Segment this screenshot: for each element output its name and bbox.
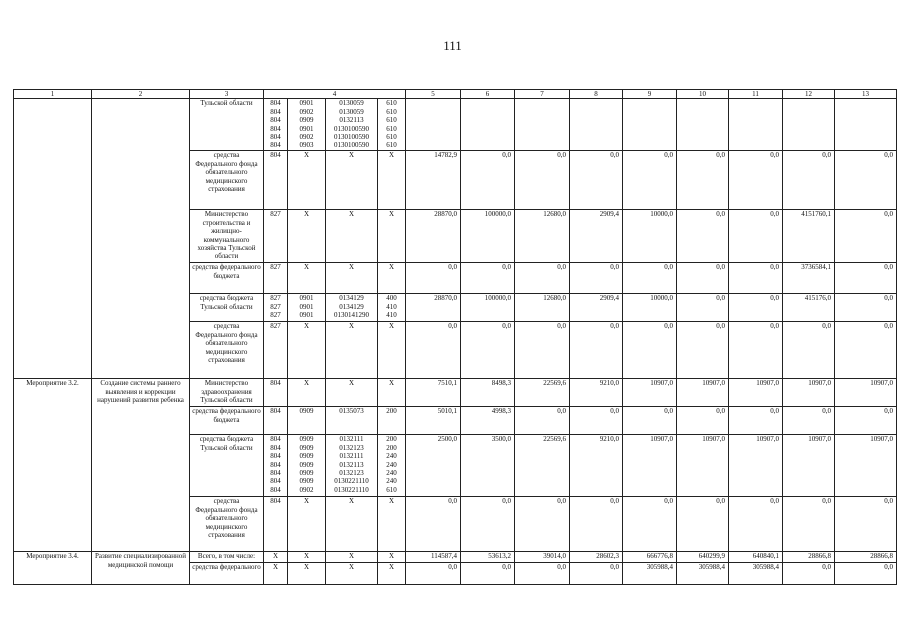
csr-code: X xyxy=(348,552,355,561)
grbs-code-cell xyxy=(264,263,288,294)
amount-cell-col-10: 0,0 xyxy=(677,407,729,435)
csr-code: 0130059 xyxy=(339,107,364,116)
amount-cell-col-10: 640299,9 xyxy=(677,552,729,563)
header-cell: 9 xyxy=(623,90,677,99)
grbs-code-cell xyxy=(264,435,288,497)
grbs-code: 827 xyxy=(270,302,281,311)
amount-cell-col-11: 640840,1 xyxy=(729,552,783,563)
amount-cell-col-11 xyxy=(729,99,783,151)
amount-cell-col-11: 305988,4 xyxy=(729,563,783,585)
rz-code: 0909 xyxy=(299,460,314,469)
grbs-code-cell xyxy=(264,151,288,210)
vr-code: 410 xyxy=(386,311,397,320)
funding-source-cell: средства федерального бюджета xyxy=(190,407,264,435)
amount-cell-col-12: 0,0 xyxy=(783,151,835,210)
amount-cell-col-9: 10000,0 xyxy=(623,210,677,263)
vr-code: X xyxy=(388,210,395,219)
measure-cell: Мероприятие 3.4. xyxy=(14,552,92,585)
amount-cell-col-8: 2909,4 xyxy=(570,210,623,263)
grbs-code-cell xyxy=(264,497,288,552)
grbs-code: 804 xyxy=(270,141,281,150)
csr-code: 0130100590 xyxy=(334,124,369,133)
funding-source-cell: Всего, в том числе: xyxy=(190,552,264,563)
amount-cell-col-8: 0,0 xyxy=(570,151,623,210)
vr-code: 240 xyxy=(386,469,397,478)
grbs-code: 804 xyxy=(270,124,281,133)
rz-code: 0901 xyxy=(299,99,314,108)
rz-code: X xyxy=(303,210,310,219)
amount-cell-col-10: 10907,0 xyxy=(677,379,729,407)
csr-code: 0130059 xyxy=(339,99,364,108)
amount-cell-col-13: 0,0 xyxy=(835,563,897,585)
csr-code-cell xyxy=(326,435,378,497)
amount-cell-col-10: 0,0 xyxy=(677,210,729,263)
grbs-code: 827 xyxy=(270,311,281,320)
amount-cell-col-6: 100000,0 xyxy=(461,210,515,263)
amount-cell-col-7: 22569,6 xyxy=(515,435,570,497)
csr-code-cell xyxy=(326,263,378,294)
amount-cell-col-5: 0,0 xyxy=(406,263,461,294)
rz-code: 0902 xyxy=(299,133,314,142)
grbs-code: 804 xyxy=(270,99,281,108)
funding-source-cell: Министерство здравоохранения Тульской области xyxy=(190,379,264,407)
grbs-code: 804 xyxy=(270,452,281,461)
vr-code: 240 xyxy=(386,452,397,461)
header-cell: 4 xyxy=(264,90,406,99)
grbs-code: 804 xyxy=(270,443,281,452)
amount-cell-col-10 xyxy=(677,99,729,151)
grbs-code-cell xyxy=(264,322,288,379)
header-cell: 6 xyxy=(461,90,515,99)
amount-cell-col-13: 0,0 xyxy=(835,407,897,435)
funding-source-cell: Тульской области xyxy=(190,99,264,151)
amount-cell-col-8: 0,0 xyxy=(570,497,623,552)
amount-cell-col-12: 0,0 xyxy=(783,563,835,585)
amount-cell-col-6: 53613,2 xyxy=(461,552,515,563)
vr-code: 200 xyxy=(386,407,397,416)
amount-cell-col-12: 10907,0 xyxy=(783,435,835,497)
rz-code: 0909 xyxy=(299,452,314,461)
header-row xyxy=(14,90,897,99)
amount-cell-col-12 xyxy=(783,99,835,151)
amount-cell-col-7: 0,0 xyxy=(515,263,570,294)
amount-cell-col-11: 0,0 xyxy=(729,263,783,294)
rz-code-cell xyxy=(288,322,326,379)
csr-code-cell xyxy=(326,210,378,263)
rz-code: X xyxy=(303,322,310,331)
funding-source-cell: средства Федерального фонда обязательного медицинского страхования xyxy=(190,322,264,379)
grbs-code-cell xyxy=(264,563,288,585)
vr-code-cell xyxy=(378,322,406,379)
funding-source-cell: средства бюджета Тульской области xyxy=(190,294,264,322)
csr-code: 0132111 xyxy=(339,435,364,444)
amount-cell-col-12: 0,0 xyxy=(783,497,835,552)
grbs-code: X xyxy=(272,563,279,572)
amount-cell-col-7: 0,0 xyxy=(515,151,570,210)
grbs-code: 827 xyxy=(270,210,281,219)
amount-cell-col-5: 114587,4 xyxy=(406,552,461,563)
grbs-code: 804 xyxy=(270,435,281,444)
rz-code-cell xyxy=(288,497,326,552)
header-cell: 8 xyxy=(570,90,623,99)
csr-code: 0132123 xyxy=(339,443,364,452)
amount-cell-col-10: 0,0 xyxy=(677,294,729,322)
amount-cell-col-7: 0,0 xyxy=(515,407,570,435)
measure-name-cell xyxy=(92,99,190,379)
grbs-code-cell xyxy=(264,379,288,407)
vr-code: 610 xyxy=(386,107,397,116)
rz-code-cell xyxy=(288,435,326,497)
amount-cell-col-11: 0,0 xyxy=(729,322,783,379)
amount-cell-col-8: 2909,4 xyxy=(570,294,623,322)
header-cell: 12 xyxy=(783,90,835,99)
amount-cell-col-5: 0,0 xyxy=(406,497,461,552)
amount-cell-col-12: 3736584,1 xyxy=(783,263,835,294)
header-cell: 11 xyxy=(729,90,783,99)
amount-cell-col-13: 10907,0 xyxy=(835,379,897,407)
vr-code: X xyxy=(388,151,395,160)
grbs-code: 804 xyxy=(270,407,281,416)
grbs-code: 804 xyxy=(270,151,281,160)
amount-cell-col-13: 0,0 xyxy=(835,294,897,322)
rz-code-cell xyxy=(288,563,326,585)
amount-cell-col-5: 7510,1 xyxy=(406,379,461,407)
grbs-code: 804 xyxy=(270,116,281,125)
amount-cell-col-9: 10907,0 xyxy=(623,435,677,497)
csr-code: X xyxy=(348,379,355,388)
vr-code: X xyxy=(388,379,395,388)
csr-code-cell xyxy=(326,151,378,210)
rz-code-cell xyxy=(288,210,326,263)
amount-cell-col-11: 0,0 xyxy=(729,294,783,322)
csr-code: X xyxy=(348,563,355,572)
amount-cell-col-6: 8498,3 xyxy=(461,379,515,407)
amount-cell-col-5: 0,0 xyxy=(406,563,461,585)
table-row xyxy=(14,379,897,407)
csr-code-cell xyxy=(326,322,378,379)
amount-cell-col-9: 0,0 xyxy=(623,263,677,294)
rz-code: 0902 xyxy=(299,485,314,494)
amount-cell-col-12: 10907,0 xyxy=(783,379,835,407)
amount-cell-col-8: 28602,3 xyxy=(570,552,623,563)
page-number: 111 xyxy=(443,38,462,53)
amount-cell-col-6: 0,0 xyxy=(461,151,515,210)
amount-cell-col-8: 9210,0 xyxy=(570,435,623,497)
amount-cell-col-5: 2500,0 xyxy=(406,435,461,497)
measure-cell: Мероприятие 3.2. xyxy=(14,379,92,552)
measure-name-cell: Создание системы раннего выявления и коррекции нарушений развития ребенка xyxy=(92,379,190,552)
vr-code-cell xyxy=(378,210,406,263)
grbs-code: 827 xyxy=(270,322,281,331)
amount-cell-col-10: 305988,4 xyxy=(677,563,729,585)
csr-code: 0130141290 xyxy=(334,311,369,320)
rz-code: 0901 xyxy=(299,124,314,133)
amount-cell-col-12: 415176,0 xyxy=(783,294,835,322)
amount-cell-col-6: 0,0 xyxy=(461,322,515,379)
vr-code-cell xyxy=(378,151,406,210)
rz-code: 0909 xyxy=(299,443,314,452)
csr-code: 0132123 xyxy=(339,469,364,478)
vr-code-cell xyxy=(378,379,406,407)
rz-code: 0909 xyxy=(299,407,314,416)
amount-cell-col-6: 0,0 xyxy=(461,563,515,585)
amount-cell-col-6: 0,0 xyxy=(461,497,515,552)
vr-code: 610 xyxy=(386,485,397,494)
rz-code: 0903 xyxy=(299,141,314,150)
funding-source-cell: средства бюджета Тульской области xyxy=(190,435,264,497)
amount-cell-col-13: 0,0 xyxy=(835,322,897,379)
grbs-code: 804 xyxy=(270,133,281,142)
csr-code-cell xyxy=(326,497,378,552)
vr-code: 610 xyxy=(386,133,397,142)
amount-cell-col-5 xyxy=(406,99,461,151)
amount-cell-col-7: 39014,0 xyxy=(515,552,570,563)
csr-code: X xyxy=(348,210,355,219)
amount-cell-col-9: 10907,0 xyxy=(623,379,677,407)
amount-cell-col-10: 0,0 xyxy=(677,322,729,379)
grbs-code: 804 xyxy=(270,469,281,478)
amount-cell-col-7 xyxy=(515,99,570,151)
amount-cell-col-13: 0,0 xyxy=(835,151,897,210)
amount-cell-col-6: 0,0 xyxy=(461,263,515,294)
amount-cell-col-11: 0,0 xyxy=(729,407,783,435)
vr-code-cell xyxy=(378,407,406,435)
vr-code-cell xyxy=(378,294,406,322)
amount-cell-col-7: 22569,6 xyxy=(515,379,570,407)
amount-cell-col-9: 0,0 xyxy=(623,497,677,552)
vr-code: 610 xyxy=(386,141,397,150)
csr-code: 0135073 xyxy=(339,407,364,416)
vr-code: 410 xyxy=(386,302,397,311)
vr-code: 240 xyxy=(386,460,397,469)
amount-cell-col-7: 0,0 xyxy=(515,322,570,379)
csr-code: 0134129 xyxy=(339,302,364,311)
amount-cell-col-6: 100000,0 xyxy=(461,294,515,322)
amount-cell-col-6 xyxy=(461,99,515,151)
header-cell: 2 xyxy=(92,90,190,99)
amount-cell-col-9: 0,0 xyxy=(623,151,677,210)
rz-code-cell xyxy=(288,379,326,407)
amount-cell-col-10: 0,0 xyxy=(677,151,729,210)
rz-code: X xyxy=(303,563,310,572)
csr-code-cell xyxy=(326,294,378,322)
amount-cell-col-11: 0,0 xyxy=(729,497,783,552)
amount-cell-col-9: 10000,0 xyxy=(623,294,677,322)
grbs-code-cell xyxy=(264,99,288,151)
funding-source-cell: Министерство строительства и жилищно-коммунального хозяйства Тульской области xyxy=(190,210,264,263)
vr-code-cell xyxy=(378,552,406,563)
vr-code: X xyxy=(388,552,395,561)
csr-code: 0130100590 xyxy=(334,141,369,150)
amount-cell-col-10: 10907,0 xyxy=(677,435,729,497)
csr-code: X xyxy=(348,151,355,160)
vr-code: 200 xyxy=(386,435,397,444)
rz-code: 0909 xyxy=(299,116,314,125)
grbs-code: 804 xyxy=(270,477,281,486)
amount-cell-col-11: 0,0 xyxy=(729,151,783,210)
vr-code-cell xyxy=(378,563,406,585)
amount-cell-col-11: 10907,0 xyxy=(729,435,783,497)
grbs-code: 827 xyxy=(270,294,281,303)
grbs-code-cell xyxy=(264,407,288,435)
rz-code: X xyxy=(303,552,310,561)
vr-code-cell xyxy=(378,263,406,294)
amount-cell-col-12: 0,0 xyxy=(783,322,835,379)
rz-code-cell xyxy=(288,99,326,151)
grbs-code: 804 xyxy=(270,497,281,506)
rz-code: 0902 xyxy=(299,107,314,116)
csr-code: 0130221110 xyxy=(334,477,369,486)
amount-cell-col-13: 28866,8 xyxy=(835,552,897,563)
csr-code: 0134129 xyxy=(339,294,364,303)
amount-cell-col-7: 12680,0 xyxy=(515,210,570,263)
header-cell: 7 xyxy=(515,90,570,99)
amount-cell-col-7: 0,0 xyxy=(515,563,570,585)
amount-cell-col-7: 0,0 xyxy=(515,497,570,552)
amount-cell-col-5: 28870,0 xyxy=(406,210,461,263)
amount-cell-col-8: 0,0 xyxy=(570,322,623,379)
amount-cell-col-6: 3500,0 xyxy=(461,435,515,497)
vr-code-cell xyxy=(378,435,406,497)
amount-cell-col-6: 4998,3 xyxy=(461,407,515,435)
csr-code: X xyxy=(348,322,355,331)
amount-cell-col-9: 0,0 xyxy=(623,322,677,379)
measure-cell xyxy=(14,99,92,379)
vr-code-cell xyxy=(378,497,406,552)
header-cell: 10 xyxy=(677,90,729,99)
vr-code: X xyxy=(388,263,395,272)
rz-code: 0901 xyxy=(299,294,314,303)
amount-cell-col-13: 10907,0 xyxy=(835,435,897,497)
csr-code: 0132111 xyxy=(339,452,364,461)
grbs-code: 804 xyxy=(270,485,281,494)
amount-cell-col-8: 9210,0 xyxy=(570,379,623,407)
rz-code: X xyxy=(303,379,310,388)
csr-code-cell xyxy=(326,552,378,563)
vr-code: X xyxy=(388,563,395,572)
amount-cell-col-13: 0,0 xyxy=(835,210,897,263)
rz-code-cell xyxy=(288,294,326,322)
amount-cell-col-5: 28870,0 xyxy=(406,294,461,322)
amount-cell-col-7: 12680,0 xyxy=(515,294,570,322)
header-cell: 13 xyxy=(835,90,897,99)
amount-cell-col-11: 0,0 xyxy=(729,210,783,263)
vr-code: X xyxy=(388,497,395,506)
amount-cell-col-12: 28866,8 xyxy=(783,552,835,563)
measure-name-cell: Развитие специализированной медицинской помощи xyxy=(92,552,190,585)
vr-code: 610 xyxy=(386,99,397,108)
rz-code: 0901 xyxy=(299,311,314,320)
csr-code: 0130100590 xyxy=(334,133,369,142)
csr-code: 0130221110 xyxy=(334,485,369,494)
funding-source-cell: средства федерального бюджета xyxy=(190,263,264,294)
csr-code: 0132113 xyxy=(339,116,364,125)
rz-code: 0901 xyxy=(299,302,314,311)
amount-cell-col-5: 14782,9 xyxy=(406,151,461,210)
header-cell: 5 xyxy=(406,90,461,99)
funding-source-cell: средства федерального xyxy=(190,563,264,585)
amount-cell-col-8: 0,0 xyxy=(570,263,623,294)
budget-table xyxy=(13,89,897,585)
rz-code-cell xyxy=(288,263,326,294)
rz-code-cell xyxy=(288,151,326,210)
rz-code: 0909 xyxy=(299,435,314,444)
csr-code-cell xyxy=(326,379,378,407)
grbs-code-cell xyxy=(264,210,288,263)
csr-code: X xyxy=(348,263,355,272)
vr-code: 610 xyxy=(386,116,397,125)
grbs-code: 804 xyxy=(270,460,281,469)
vr-code: 400 xyxy=(386,294,397,303)
table-row xyxy=(14,552,897,563)
amount-cell-col-12: 0,0 xyxy=(783,407,835,435)
funding-source-cell: средства Федерального фонда обязательного медицинского страхования xyxy=(190,497,264,552)
rz-code-cell xyxy=(288,552,326,563)
vr-code: 610 xyxy=(386,124,397,133)
grbs-code: 804 xyxy=(270,379,281,388)
rz-code-cell xyxy=(288,407,326,435)
vr-code: 200 xyxy=(386,443,397,452)
rz-code: X xyxy=(303,497,310,506)
grbs-code: 804 xyxy=(270,107,281,116)
amount-cell-col-13 xyxy=(835,99,897,151)
grbs-code-cell xyxy=(264,294,288,322)
funding-source-cell: средства Федерального фонда обязательного медицинского страхования xyxy=(190,151,264,210)
amount-cell-col-9 xyxy=(623,99,677,151)
grbs-code: 827 xyxy=(270,263,281,272)
amount-cell-col-8 xyxy=(570,99,623,151)
grbs-code-cell xyxy=(264,552,288,563)
csr-code: X xyxy=(348,497,355,506)
rz-code: X xyxy=(303,151,310,160)
vr-code: 240 xyxy=(386,477,397,486)
amount-cell-col-11: 10907,0 xyxy=(729,379,783,407)
csr-code-cell xyxy=(326,99,378,151)
rz-code: X xyxy=(303,263,310,272)
amount-cell-col-8: 0,0 xyxy=(570,407,623,435)
vr-code: X xyxy=(388,322,395,331)
header-cell: 1 xyxy=(14,90,92,99)
amount-cell-col-13: 0,0 xyxy=(835,263,897,294)
amount-cell-col-5: 5010,1 xyxy=(406,407,461,435)
amount-cell-col-8: 0,0 xyxy=(570,563,623,585)
rz-code: 0909 xyxy=(299,469,314,478)
amount-cell-col-10: 0,0 xyxy=(677,497,729,552)
rz-code: 0909 xyxy=(299,477,314,486)
csr-code-cell xyxy=(326,407,378,435)
amount-cell-col-13: 0,0 xyxy=(835,497,897,552)
csr-code: 0132113 xyxy=(339,460,364,469)
header-cell: 3 xyxy=(190,90,264,99)
amount-cell-col-12: 4151760,1 xyxy=(783,210,835,263)
amount-cell-col-9: 666776,8 xyxy=(623,552,677,563)
csr-code-cell xyxy=(326,563,378,585)
amount-cell-col-10: 0,0 xyxy=(677,263,729,294)
grbs-code: X xyxy=(272,552,279,561)
amount-cell-col-9: 0,0 xyxy=(623,407,677,435)
vr-code-cell xyxy=(378,99,406,151)
table-row xyxy=(14,99,897,151)
amount-cell-col-5: 0,0 xyxy=(406,322,461,379)
amount-cell-col-9: 305988,4 xyxy=(623,563,677,585)
